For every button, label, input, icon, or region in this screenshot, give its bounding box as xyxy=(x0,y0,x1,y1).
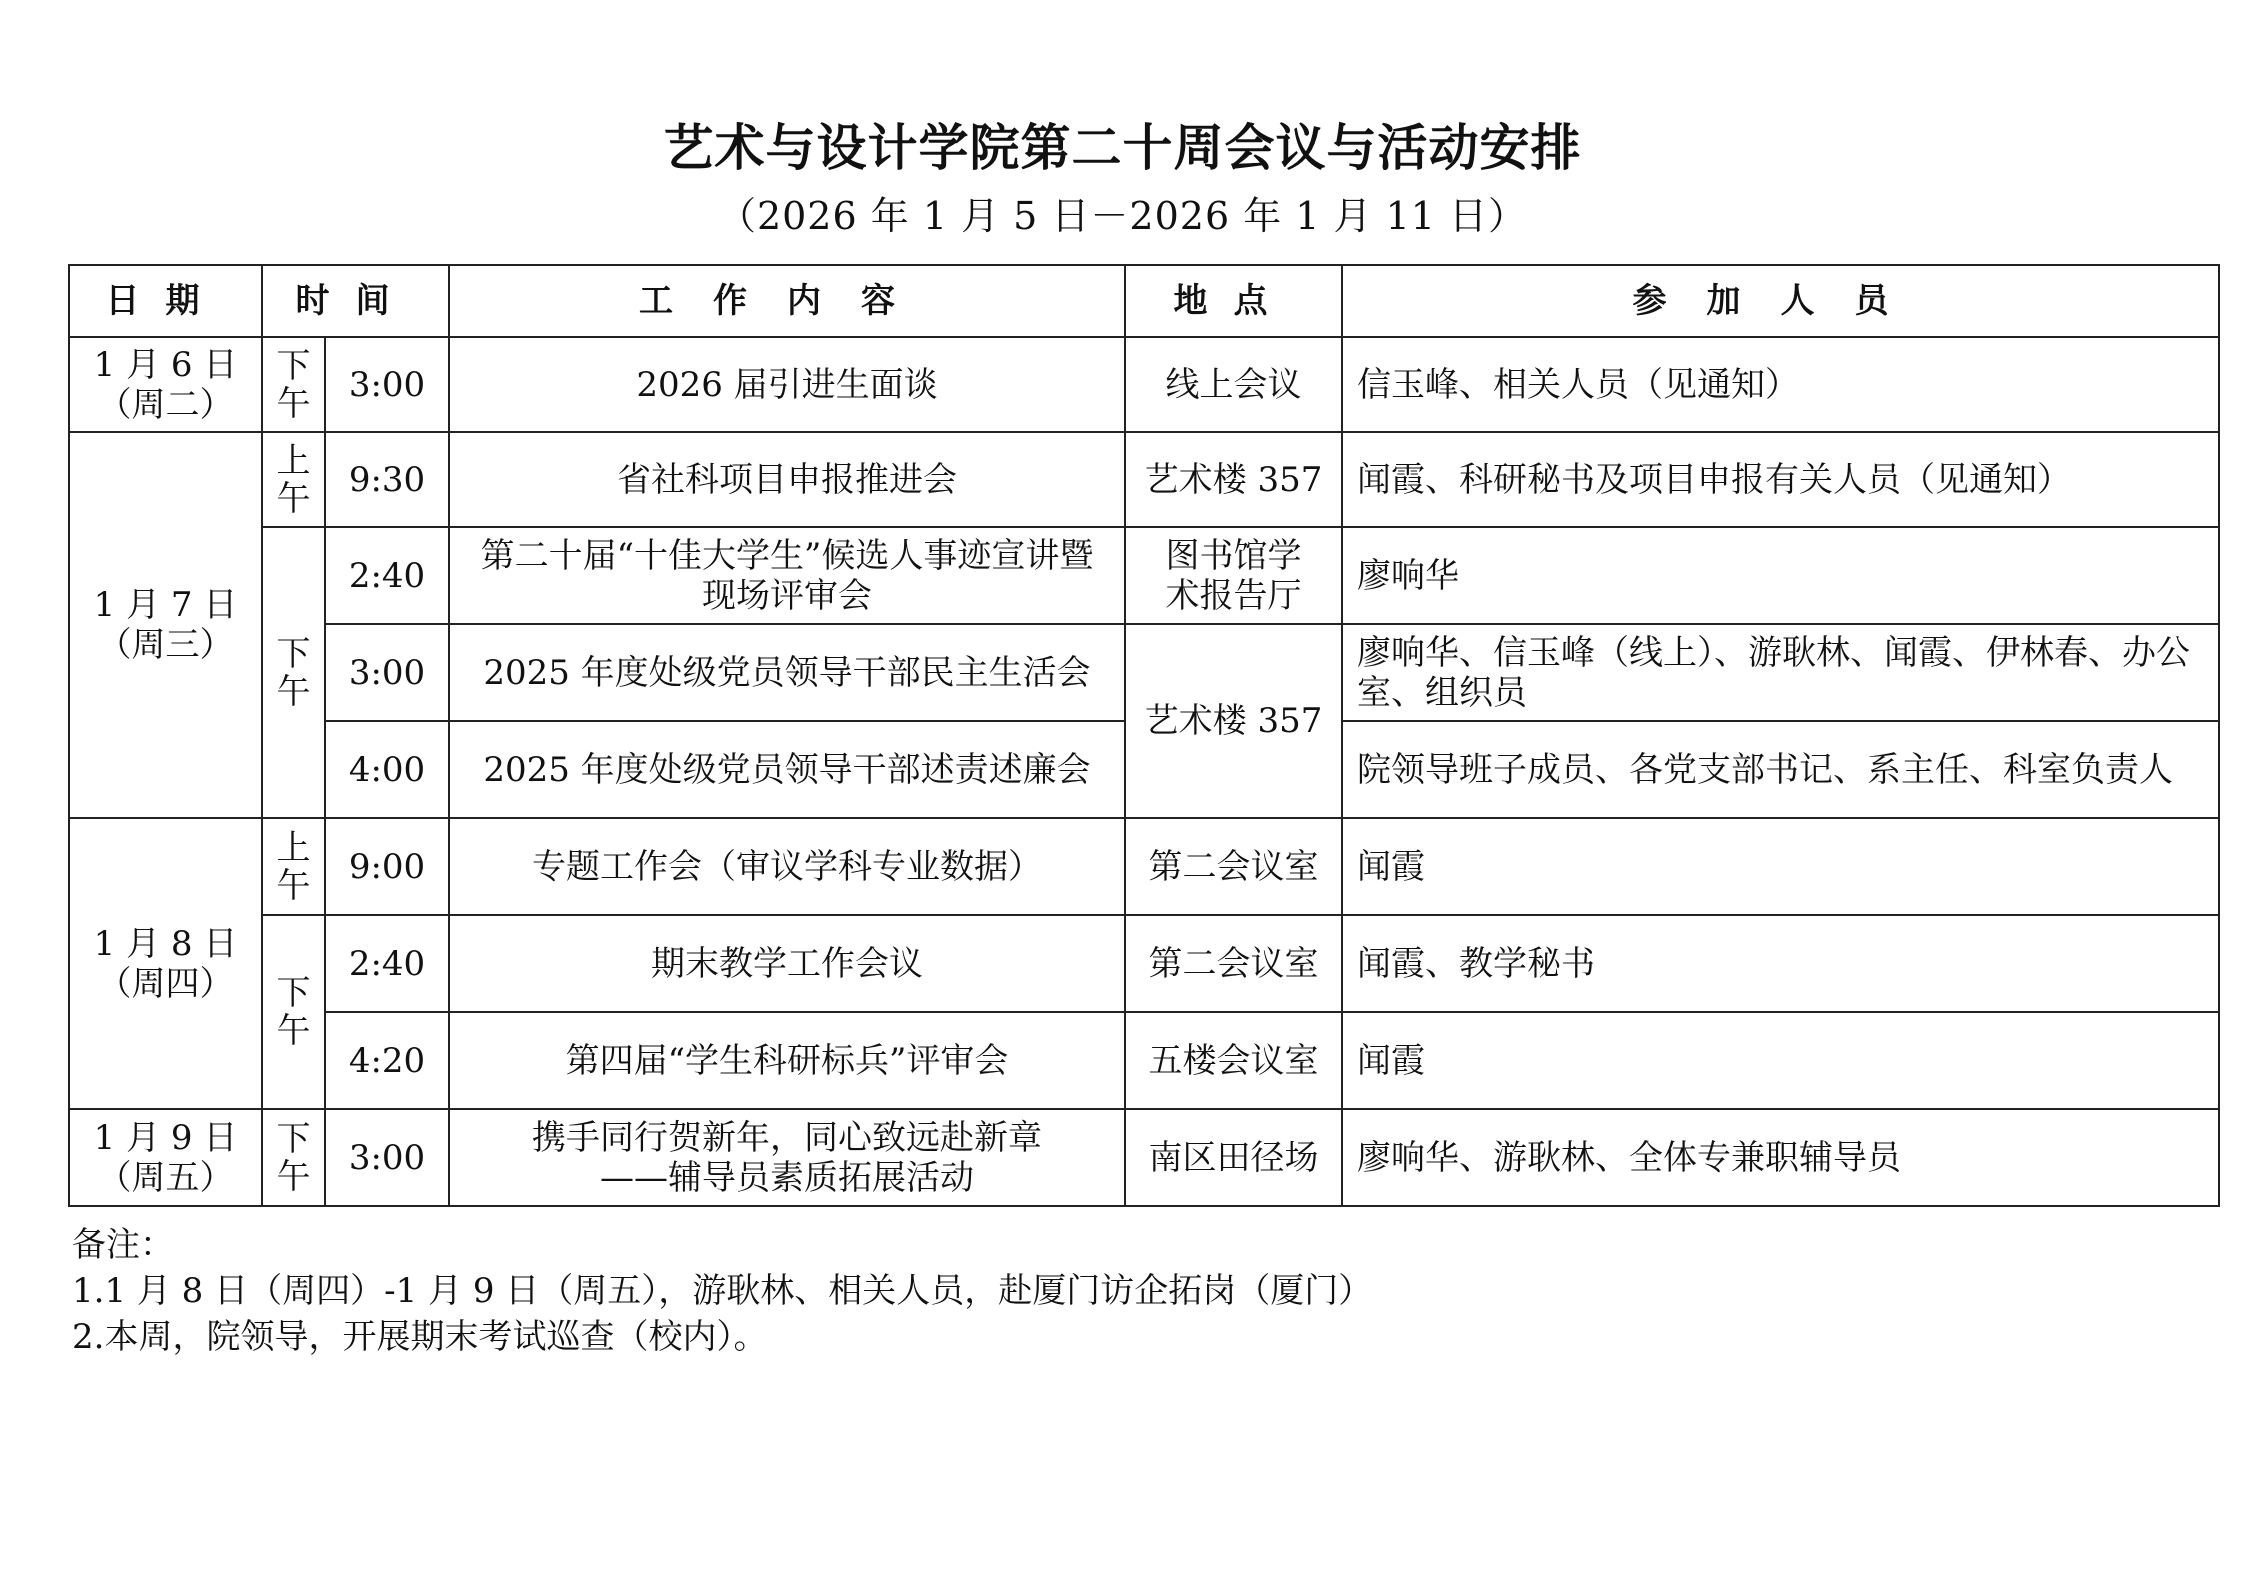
period-text: 上午 xyxy=(276,440,311,519)
page-title: 艺术与设计学院第二十周会议与活动安排 xyxy=(663,118,1582,177)
header-location: 地点 xyxy=(1125,265,1342,337)
content-cell: 2026 届引进生面谈 xyxy=(449,337,1125,432)
location-cell: 南区田径场 xyxy=(1125,1109,1342,1206)
time-cell: 3:00 xyxy=(325,1109,449,1206)
table-row xyxy=(69,915,2219,1012)
time-cell: 9:00 xyxy=(325,818,449,915)
date-cell xyxy=(69,432,262,818)
participants-cell: 闻霞 xyxy=(1342,818,2219,915)
participants-cell: 廖响华、游耿林、全体专兼职辅导员 xyxy=(1342,1109,2219,1206)
time-cell: 3:00 xyxy=(325,624,449,721)
header-content: 工作内容 xyxy=(449,265,1125,337)
date-text: 1 月 7 日 xyxy=(93,585,238,625)
location-cell: 线上会议 xyxy=(1125,337,1342,432)
time-cell: 3:00 xyxy=(325,337,449,432)
date-cell xyxy=(69,818,262,1109)
table-row xyxy=(69,818,2219,915)
table-row xyxy=(69,527,2219,624)
weekday-text: （周四） xyxy=(97,963,234,1004)
time-cell: 2:40 xyxy=(325,527,449,624)
schedule-table xyxy=(68,264,2220,1207)
content-cell: 第二十届“十佳大学生”候选人事迹宣讲暨现场评审会 xyxy=(449,527,1125,624)
content-cell: 省社科项目申报推进会 xyxy=(449,432,1125,527)
content-cell: 2025 年度处级党员领导干部民主生活会 xyxy=(449,624,1125,721)
table-row xyxy=(69,432,2219,527)
period-cell xyxy=(262,915,325,1109)
weekday-text: （周二） xyxy=(97,384,234,425)
note-item: 1.1 月 8 日（周四）-1 月 9 日（周五），游耿林、相关人员，赴厦门访企拓岗（厦门） xyxy=(72,1271,1373,1311)
date-cell xyxy=(69,1109,262,1206)
time-cell: 4:20 xyxy=(325,1012,449,1109)
table-row xyxy=(69,337,2219,432)
weekday-text: （周三） xyxy=(97,625,234,665)
participants-cell: 闻霞、科研秘书及项目申报有关人员（见通知） xyxy=(1342,432,2219,527)
location-cell: 艺术楼 357 xyxy=(1125,624,1342,818)
table-row xyxy=(69,1012,2219,1109)
date-range-subtitle: （2026 年 1 月 5 日－2026 年 1 月 11 日） xyxy=(717,194,1528,238)
note-item: 2.本周，院领导，开展期末考试巡查（校内）。 xyxy=(72,1317,768,1357)
content-cell: 专题工作会（审议学科专业数据） xyxy=(449,818,1125,915)
period-text: 下午 xyxy=(276,345,311,424)
period-text: 下午 xyxy=(276,973,311,1051)
date-text: 1 月 9 日 xyxy=(93,1117,238,1158)
table-row xyxy=(69,1109,2219,1206)
content-cell: 第四届“学生科研标兵”评审会 xyxy=(449,1012,1125,1109)
location-cell: 第二会议室 xyxy=(1125,818,1342,915)
table-row xyxy=(69,624,2219,721)
period-cell xyxy=(262,1109,325,1206)
date-text: 1 月 8 日 xyxy=(93,923,238,964)
participants-cell: 院领导班子成员、各党支部书记、系主任、科室负责人 xyxy=(1342,721,2219,818)
participants-cell: 信玉峰、相关人员（见通知） xyxy=(1342,337,2219,432)
location-cell: 艺术楼 357 xyxy=(1125,432,1342,527)
participants-cell: 闻霞 xyxy=(1342,1012,2219,1109)
period-cell xyxy=(262,432,325,527)
participants-cell: 廖响华、信玉峰（线上）、游耿林、闻霞、伊林春、办公室、组织员 xyxy=(1342,624,2219,721)
content-cell: 期末教学工作会议 xyxy=(449,915,1125,1012)
period-cell xyxy=(262,527,325,818)
header-time: 时间 xyxy=(262,265,449,337)
participants-cell: 闻霞、教学秘书 xyxy=(1342,915,2219,1012)
date-cell xyxy=(69,337,262,432)
time-cell: 4:00 xyxy=(325,721,449,818)
header-participants: 参加人员 xyxy=(1342,265,2219,337)
time-cell: 9:30 xyxy=(325,432,449,527)
period-text: 下午 xyxy=(276,1118,311,1197)
period-cell xyxy=(262,818,325,915)
date-text: 1 月 6 日 xyxy=(93,344,238,385)
content-cell: 携手同行贺新年，同心致远赴新章——辅导员素质拓展活动 xyxy=(449,1109,1125,1206)
participants-cell: 廖响华 xyxy=(1342,527,2219,624)
notes-section xyxy=(72,1222,1372,1360)
period-cell xyxy=(262,337,325,432)
location-cell: 图书馆学术报告厅 xyxy=(1125,527,1342,624)
content-cell: 2025 年度处级党员领导干部述责述廉会 xyxy=(449,721,1125,818)
location-cell: 五楼会议室 xyxy=(1125,1012,1342,1109)
period-text: 下午 xyxy=(276,633,311,712)
notes-label: 备注： xyxy=(72,1225,174,1265)
weekday-text: （周五） xyxy=(97,1157,234,1198)
location-cell: 第二会议室 xyxy=(1125,915,1342,1012)
header-date: 日期 xyxy=(69,265,262,337)
period-text: 上午 xyxy=(276,827,311,906)
time-cell: 2:40 xyxy=(325,915,449,1012)
table-header-row xyxy=(69,265,2219,337)
